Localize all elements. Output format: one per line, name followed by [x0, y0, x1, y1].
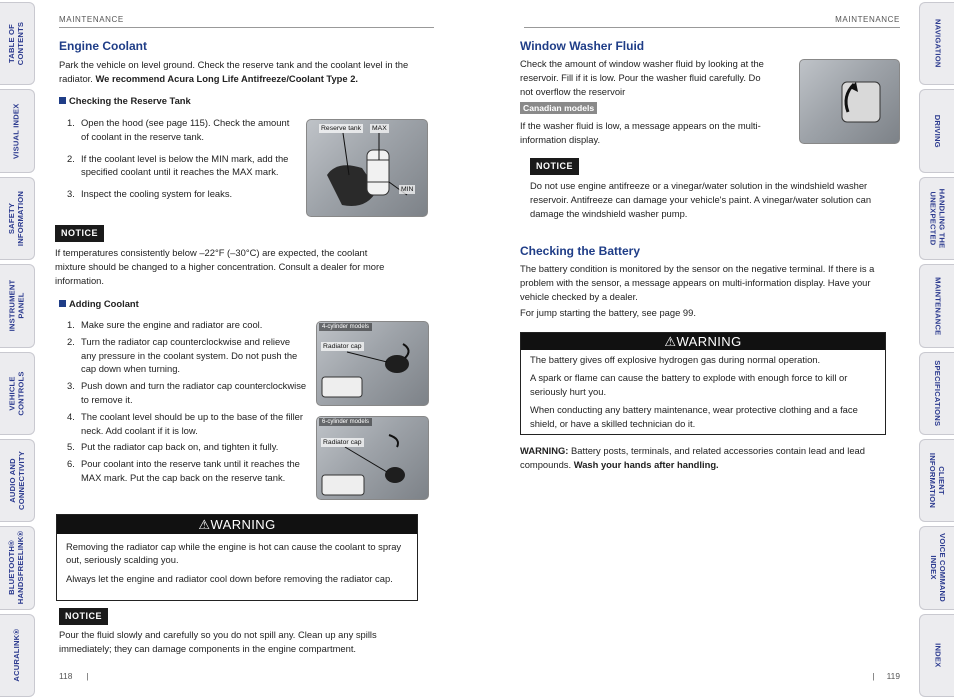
- left-page: [55, 0, 434, 699]
- warning-body: The battery gives off explosive hydrogen gas during normal operation. A spark or flame can cause the battery to explode with enough force to kill or seriously hurt you. When conducting any battery maintenance, wear protective clothing and a face shield, or have a skilled technician do it.: [530, 354, 858, 429]
- side-tab-safety-information[interactable]: SAFETY INFORMATION: [0, 177, 35, 260]
- list-item: 3. Push down and turn the radiator cap counterclockwise to remove it.: [67, 380, 307, 405]
- notice-label: NOTICE: [59, 608, 108, 625]
- radiator-cap-illustration-4cyl: 4-cylinder models Radiator cap: [316, 321, 429, 406]
- list-item: 2. Turn the radiator cap counterclockwise and relieve any pressure in the coolant system. Do not push the cap down when turning.: [67, 335, 298, 375]
- notice-text-spills: Pour the fluid slowly and carefully so you do not spill any. Clean up any spills immediately; they can damage components in the engine compartment.: [59, 629, 377, 654]
- reserve-tank-illustration: Reserve tank MAX MIN: [306, 119, 428, 217]
- notice-text-washer: Do not use engine antifreeze or a vinegar/water solution in the windshield washer reservoir. Antifreeze can damage your vehicle's paint. A vinegar/water solution can damage the windshield washer pump.: [530, 180, 872, 219]
- side-tab-audio-connectivity[interactable]: AUDIO AND CONNECTIVITY: [0, 439, 35, 522]
- side-tab-bluetooth-handsfreelink[interactable]: BLUETOOTH® HANDSFREELINK®: [0, 526, 35, 609]
- canadian-models-tag: Canadian models: [520, 102, 597, 114]
- notice-label: NOTICE: [55, 225, 104, 242]
- side-tab-visual-index[interactable]: VISUAL INDEX: [0, 89, 35, 172]
- running-head: MAINTENANCE: [59, 15, 124, 24]
- page-number: | 119: [872, 671, 900, 681]
- header-rule: [524, 27, 900, 28]
- battery-lead-warning: WARNING: Battery posts, terminals, and related accessories contain lead and lead compounds. Wash your hands after handling.: [520, 445, 865, 470]
- notice-label: NOTICE: [530, 158, 579, 175]
- section-title-engine-coolant: Engine Coolant: [59, 39, 147, 53]
- list-item: 4. The coolant level should be up to the base of the filler neck. Add coolant if it is low.: [67, 410, 304, 436]
- side-tab-maintenance[interactable]: MAINTENANCE: [919, 264, 954, 347]
- side-tab-index[interactable]: INDEX: [919, 614, 954, 697]
- side-tab-handling-unexpected[interactable]: HANDLING THE UNEXPECTED: [919, 177, 954, 260]
- washer-reservoir-illustration: [799, 59, 900, 144]
- warning-box-radiator: [56, 514, 418, 601]
- radiator-cap-illustration-6cyl: 6-cylinder models Radiator cap: [316, 416, 429, 500]
- coolant-intro: Park the vehicle on level ground. Check the reserve tank and the coolant level in the radiator. We recommend Acura Long Life Antifreeze/Coolant Type 2.: [59, 59, 409, 84]
- subheading-reserve-tank: Checking the Reserve Tank: [59, 94, 191, 108]
- battery-intro: The battery condition is monitored by the sensor on the negative terminal. If there is a problem with the sensor, a message appears on multi-information display. Have your vehicle checked by a dealer.: [520, 263, 875, 302]
- engine-bay-drawing: [307, 120, 428, 217]
- side-tab-instrument-panel[interactable]: INSTRUMENT PANEL: [0, 264, 35, 347]
- side-tab-vehicle-controls[interactable]: VEHICLE CONTROLS: [0, 352, 35, 435]
- side-tab-navigation[interactable]: NAVIGATION: [919, 2, 954, 85]
- warning-body: Removing the radiator cap while the engine is hot can cause the coolant to spray out, seriously scalding you. Always let the engine and radiator cool down before removing the radiator cap.: [66, 541, 402, 584]
- list-item: 3. Inspect the cooling system for leaks.: [67, 188, 233, 200]
- section-title-battery: Checking the Battery: [520, 244, 641, 258]
- side-tab-voice-command-index[interactable]: VOICE COMMAND INDEX: [919, 526, 954, 609]
- list-item: 2. If the coolant level is below the MIN mark, add the specified coolant until it reaches the MAX mark.: [67, 152, 289, 178]
- warning-header: ⚠WARNING: [521, 333, 885, 350]
- coolant-recommendation: We recommend Acura Long Life Antifreeze/Coolant Type 2.: [95, 72, 359, 84]
- side-tab-table-of-contents[interactable]: TABLE OF CONTENTS: [0, 2, 35, 85]
- subheading-adding-coolant: Adding Coolant: [59, 297, 139, 311]
- warning-header: ⚠WARNING: [57, 515, 417, 534]
- list-item: 5. Put the radiator cap back on, and tighten it fully.: [67, 441, 279, 453]
- side-tab-client-information[interactable]: CLIENT INFORMATION: [919, 439, 954, 522]
- radiator-cap-drawing: [317, 322, 429, 406]
- list-item: 1. Open the hood (see page 115). Check the amount of coolant in the reserve tank.: [67, 117, 290, 142]
- square-bullet-icon: [59, 97, 66, 104]
- right-page: [520, 0, 900, 699]
- adding-steps: [67, 318, 307, 485]
- washer-canadian-text: If the washer fluid is low, a message appears on the multi-information display.: [520, 120, 761, 145]
- reserve-steps: [67, 116, 297, 201]
- battery-jump-start: For jump starting the battery, see page 99.: [520, 307, 696, 318]
- warning-box-battery: [520, 332, 886, 435]
- side-tab-acuralink[interactable]: ACURALINK®: [0, 614, 35, 697]
- side-tab-driving[interactable]: DRIVING: [919, 89, 954, 172]
- warning-triangle-icon: ⚠: [198, 517, 211, 532]
- side-tab-specifications[interactable]: SPECIFICATIONS: [919, 352, 954, 435]
- warning-triangle-icon: ⚠: [664, 334, 677, 349]
- left-side-tabs: [0, 0, 35, 699]
- radiator-cap-drawing: [317, 417, 429, 500]
- list-item: 6. Pour coolant into the reserve tank until it reaches the MAX mark. Put the cap back on the reserve tank.: [67, 458, 300, 483]
- notice-text-temperature: If temperatures consistently below –22°F (–30°C) are expected, the coolant mixture should be changed to a higher concentration. Consult a dealer for more information.: [55, 247, 385, 286]
- right-side-tabs: [919, 0, 954, 699]
- square-bullet-icon: [59, 300, 66, 307]
- page-number: 118 |: [59, 671, 89, 681]
- running-head: MAINTENANCE: [835, 15, 900, 24]
- section-title-washer-fluid: Window Washer Fluid: [520, 39, 645, 53]
- washer-intro: Check the amount of window washer fluid by looking at the reservoir. Fill if it is low. Pour the washer fluid carefully. Do not overflow the reservoir: [520, 58, 764, 97]
- header-rule: [59, 27, 434, 28]
- reservoir-drawing: [800, 60, 900, 144]
- list-item: 1. Make sure the engine and radiator are cool.: [67, 319, 263, 330]
